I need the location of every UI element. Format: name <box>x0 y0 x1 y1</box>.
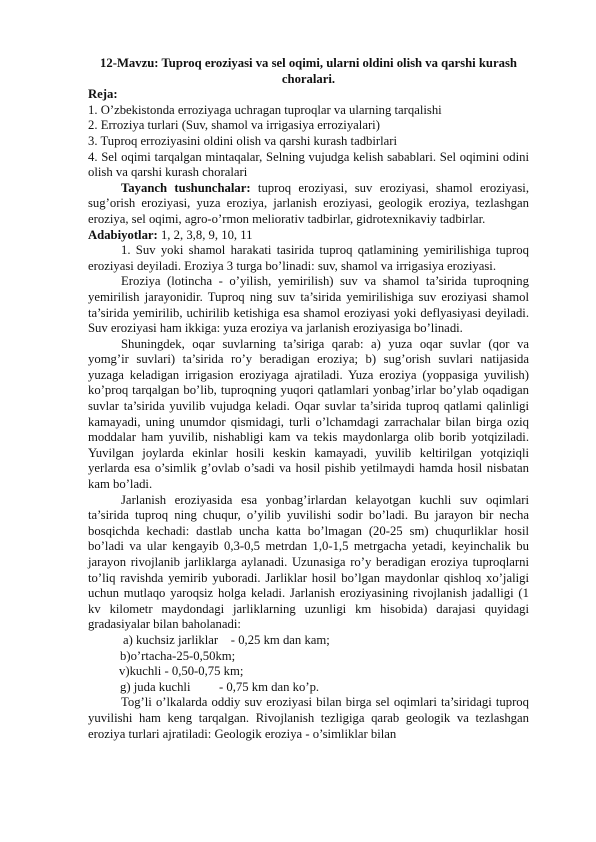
reja-item-1: 1. O’zbekistonda erroziyaga uchragan tuproqlar va ularning tarqalishi <box>88 102 442 117</box>
gradation-item: b)o’rtacha-25-0,50km; <box>120 648 236 663</box>
gradation-item: a) kuchsiz jarliklar - 0,25 km dan kam; <box>123 632 330 647</box>
paragraph-gully-erosion: Jarlanish eroziyasida esa yonbag’irlardan kelayotgan kuchli suv oqimlari ta’sirida tuproq ning chuqur, o’yilib yuvilishi sodir bo’ladi. Bu jarayon bir necha bosqichda kechadi: dastlab uncha katta bo’lmagan (20-25 sm) chuqurliklar hosil bo’ladi va ular kengayib 0,3-0,5 metrdan 1,0-1,5 metrgacha yetadi, keyinchalik bu jarayon rivojlanib jarliklarga aylanadi. Uzunasiga ro’y beradigan eroziya tuproqlarni to’liq ravishda yemirib yuboradi. Jarliklar hosil bo’lgan maydonlar qishloq xo’jaligi uchun mutlaqo yaroqsiz holga keladi. Jarlanish eroziyasining rivojlanish jadalligi (1 kv kilometr maydondagi jarliklarning uzunligi km hisobida) darajasi quyidagi gradasiyalar bilan baholanadi: <box>88 492 529 632</box>
literature-text: 1, 2, 3,8, 9, 10, 11 <box>157 227 253 242</box>
reja-heading: Reja: <box>88 87 118 102</box>
literature-label: Adabiyotlar: <box>88 227 158 242</box>
paragraph-erosion: Eroziya (lotincha - o’yilish, yemirilish) suv va shamol ta’sirida tuproqning yemirilish jarayonidir. Tuproq ning suv ta’sirida yemirilishiga suv eroziyasi shamol ta’sirida yemirilib, uchirilib ketishiga esa shamol eroziyasi yoki deflyasiyasi deyiladi. Suv eroziyasi ham ikkiga: yuza eroziya va jarlanish eroziyasiga bo’linadi. <box>88 274 529 336</box>
page-title: 12-Mavzu: Tuproq eroziyasi va sel oqimi, ularni oldini olish va qarshi kurash choralari. <box>100 56 517 86</box>
gradation-item: g) juda kuchli - 0,75 km dan ko’p. <box>120 679 320 694</box>
gradation-item: v)kuchli - 0,50-0,75 km; <box>119 664 244 679</box>
key-concepts <box>88 181 529 228</box>
gradation-list <box>88 633 529 695</box>
literature <box>88 228 529 244</box>
document-page <box>88 56 529 742</box>
paragraph-definition: 1. Suv yoki shamol harakati tasirida tuproq qatlamining yemirilishiga tuproq eroziyasi deyiladi. Eroziya 3 turga bo’linadi: suv, shamol va irrigasiya eroziyasi. <box>88 243 529 273</box>
key-concepts-text: tuproq eroziyasi, suv eroziyasi, shamol eroziyasi, sug’orish eroziyasi, yuza eroziya, jarlanish eroziyasi, geologik eroziya, tezlashgan eroziya, sel oqimi, agro-o’rmon meliorativ tadbirlar, gidrotexnikaviy tadbirlar. <box>88 180 529 226</box>
reja-item-3: 3. Tuproq erroziyasini oldini olish va qarshi kurash tadbirlari <box>88 133 398 148</box>
key-concepts-label: Tayanch tushunchalar: <box>121 180 251 195</box>
reja-list <box>88 103 529 181</box>
paragraph-mountain: Tog’li o’lkalarda oddiy suv eroziyasi bilan birga sel oqimlari ta’siridagi tuproq yuvilishi ham keng tarqalgan. Rivojlanish tezligiga qarab geologik va tezlashgan eroziya turlari ajratiladi: Geologik eroziya - o’simliklar bilan <box>88 695 529 741</box>
reja-item-2: 2. Erroziya turlari (Suv, shamol va irrigasiya erroziyalari) <box>88 118 380 133</box>
reja-item-4: 4. Sel oqimi tarqalgan mintaqalar, Selning vujudga kelish sabablari. Sel oqimini odini olish va qarshi kurash choralari <box>88 149 529 180</box>
paragraph-water-types: Shuningdek, oqar suvlarning ta’siriga qarab: a) yuza oqar suvlar (qor va yomg’ir suvlari) ta’sirida ro’y beradigan eroziya; b) sug’orish suvlari natijasida yuzaga keladigan irrigasion eroziyaga ajratiladi. Yuza eroziya (yoppasiga yuvilish) ko’proq tarqalgan bo’lib, tuproqning yuqori qatlamlari yonbag’irlar bo’ylab oqadigan suvlar ta’sirida yuvilib vujudga keladi. Oqar suvlar ta’sirida tuproq qatlami qalinligi kamayadi, uning unumdor qismidagi, turli o’lchamdagi zarrachalar bilan birga oziq moddalar ham yuvilib, nishabligi kam va tekis maydonlarga olib borib yotqiziladi. Yuvilgan joylarda ekinlar hosili keskin kamayadi, yuvilib keltirilgan yotqiziqli yerlarda esa o’simlik g’ovlab o’sadi va hosil pishib yetilmaydi hamda hosil nisbatan kam bo’ladi. <box>88 336 529 492</box>
